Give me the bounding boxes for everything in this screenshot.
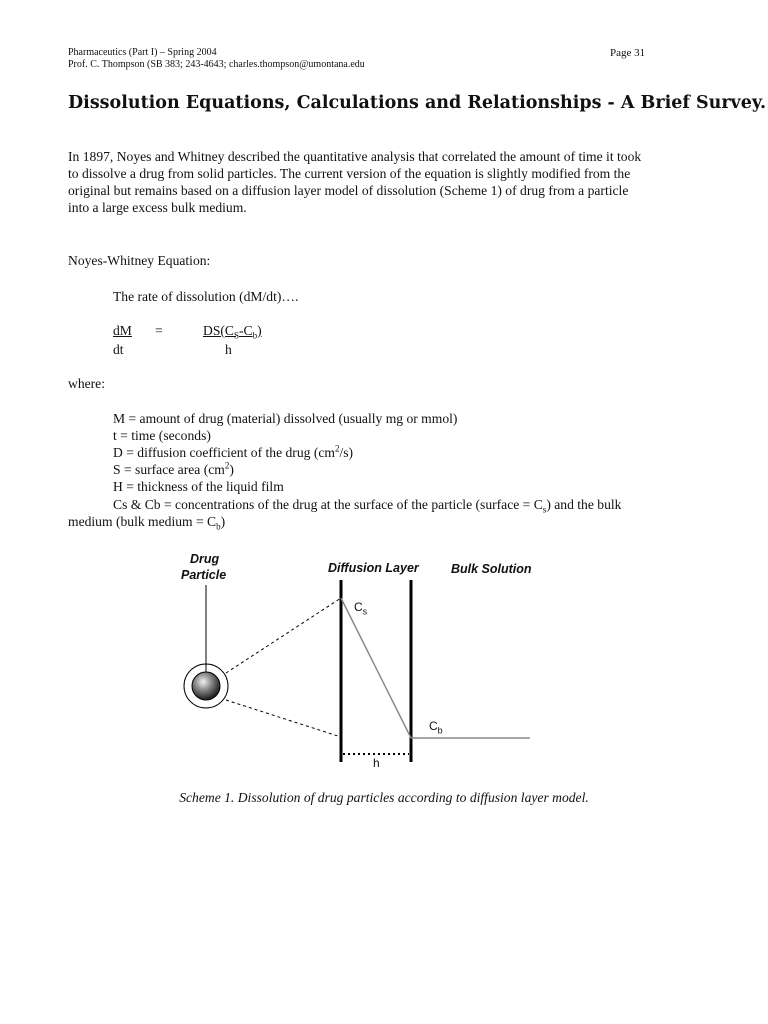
eq-lhs-denominator: dt (113, 342, 124, 357)
projection-line-bottom (226, 700, 341, 737)
h-label: h (373, 756, 380, 770)
intro-line: to dissolve a drug from solid particles. The current version of the equation is slightly modified from the (68, 166, 631, 181)
page-number: Page 31 (610, 47, 646, 59)
diffusion-layer-label: Diffusion Layer (328, 561, 419, 575)
definition-s: S = surface area $(cm^2)$ (113, 460, 234, 477)
drug-label: Drug (190, 552, 220, 566)
intro-line: original but remains based on a diffusion layer model of dissolution (Scheme 1) of drug from a particle (68, 183, 629, 198)
figure-caption: Scheme 1. Dissolution of drug particles according to diffusion layer model. (179, 790, 589, 805)
eq-rhs-denominator: h (225, 342, 232, 357)
header-course: Pharmaceutics (Part I) – Spring 2004 (68, 47, 217, 58)
definition-h: H = thickness of the liquid film (113, 479, 284, 494)
particle-sphere (192, 672, 220, 700)
particle-label: Particle (181, 568, 227, 582)
definition-c-line1: Cs & Cb = concentrations of the drug at the surface of the particle (surface = $C_s$) and the bulk (113, 497, 622, 515)
definition-m: M = amount of drug (material) dissolved (usually mg or mmol) (113, 411, 458, 426)
eq-rhs-numerator: $DS(C_S-C_b)$ (203, 323, 262, 341)
where-label: where: (68, 376, 105, 391)
page-title: Dissolution Equations, Calculations and Relationships - A Brief Survey. (68, 93, 767, 113)
bulk-solution-label: Bulk Solution (451, 562, 532, 576)
concentration-gradient-line (341, 598, 411, 738)
intro-line: In 1897, Noyes and Whitney described the quantitative analysis that correlated the amount of time it took (68, 149, 642, 164)
equation-heading: Noyes-Whitney Equation: (68, 253, 211, 268)
definition-t: t = time (seconds) (113, 428, 211, 443)
cs-label: $C_s$ (354, 600, 368, 617)
intro-line: into a large excess bulk medium. (68, 200, 247, 215)
definition-d: D = diffusion coefficient of the drug $(cm^2/s)$ (113, 443, 354, 460)
cb-label: $C_b$ (429, 719, 443, 736)
eq-equals: = (155, 323, 163, 338)
definition-c-line2: medium (bulk medium = $C_b$) (68, 514, 226, 532)
header-instructor: Prof. C. Thompson (SB 383; 243-4643; charles.thompson@umontana.edu (68, 59, 365, 70)
rate-text: The rate of dissolution (dM/dt)…. (113, 289, 299, 304)
eq-lhs-numerator: dM (113, 323, 132, 338)
projection-line-top (226, 598, 341, 673)
